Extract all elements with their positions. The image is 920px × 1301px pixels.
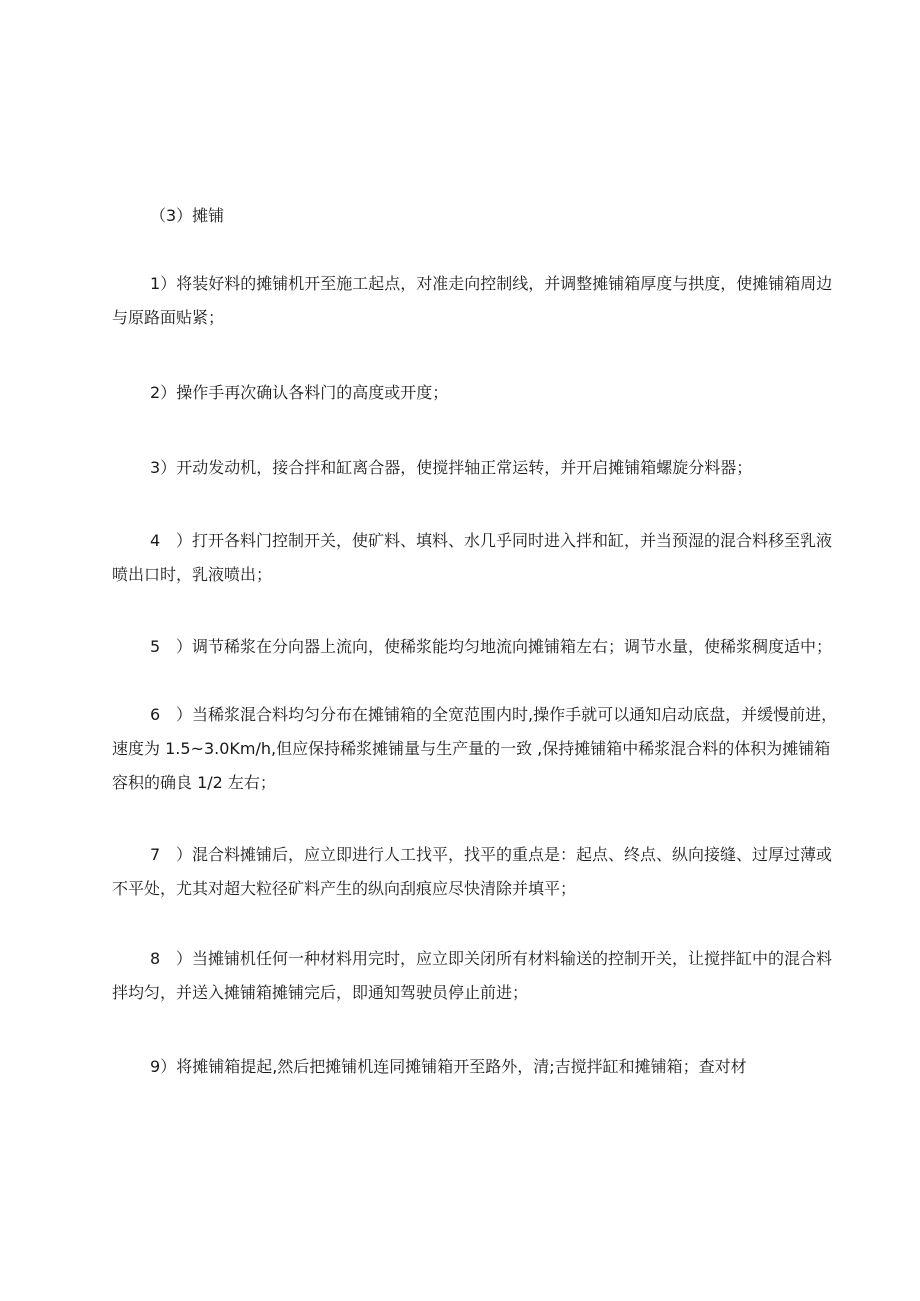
paragraph-line (112, 376, 832, 410)
step-number: 3 (150, 458, 161, 477)
paragraph-line (112, 838, 832, 872)
paragraph-line (112, 630, 832, 664)
line-text: ）操作手再次确认各料门的高度或开度； (160, 383, 449, 402)
step-5-paragraph (112, 630, 832, 664)
line-text: ）混合料摊铺后，应立即进行人工找平，找平的重点是：起点、终点、纵向接缝、过厚过薄或 (176, 845, 833, 864)
paragraph-line: 喷出口时，乳液喷出； (112, 565, 273, 584)
step-number: 8 (150, 949, 161, 968)
line-text: ）开动发动机，接合拌和缸离合器，使搅拌轴正常运转，并开启摊铺箱螺旋分料器； (160, 458, 753, 477)
step-number: 4 (150, 531, 161, 550)
paragraph-line (112, 451, 832, 485)
step-number: 1 (150, 274, 161, 293)
step-2-paragraph (112, 376, 832, 410)
paragraph-line (112, 524, 832, 558)
step-4-paragraph (112, 524, 832, 592)
step-number: 6 (150, 705, 161, 724)
step-number: 2 (150, 383, 161, 402)
line-text: ）打开各料门控制开关，使矿料、填料、水几乎同时进入拌和缸，并当预湿的混合料移至乳液 (176, 531, 833, 550)
paragraph-line (112, 267, 832, 301)
step-number: 5 (150, 637, 161, 656)
paragraph-line: 容积的确良 1/2 左右； (112, 773, 276, 792)
step-3-paragraph (112, 451, 832, 485)
paragraph-line (112, 1050, 832, 1084)
paragraph-line (112, 942, 832, 976)
step-7-paragraph (112, 838, 832, 906)
section-title: （3）摊铺 (150, 206, 225, 225)
step-number: 7 (150, 845, 161, 864)
paragraph-line: 拌均匀，并送入摊铺箱摊铺完后，即通知驾驶员停止前进； (112, 983, 529, 1002)
paragraph-line: 速度为 1.5~3.0Km/h,但应保持稀浆摊铺量与生产量的一致 ,保持摊铺箱中稀浆混合料的体积为摊铺箱 (112, 739, 831, 758)
step-1-paragraph (112, 267, 832, 335)
step-9-paragraph (112, 1050, 832, 1084)
line-text: ）将摊铺箱提起,然后把摊铺机连同摊铺箱开至路外，清;吉搅拌缸和摊铺箱；查对材 (160, 1057, 747, 1076)
paragraph-line: 不平处，尤其对超大粒径矿料产生的纵向刮痕应尽快清除并填平； (112, 879, 577, 898)
step-8-paragraph (112, 942, 832, 1010)
line-text: ）当摊铺机任何一种材料用完时，应立即关闭所有材料输送的控制开关，让搅拌缸中的混合料 (176, 949, 833, 968)
step-number: 9 (150, 1057, 161, 1076)
paragraph-line: 与原路面贴紧； (112, 308, 225, 327)
paragraph-line (112, 698, 838, 732)
line-text: ）当稀浆混合料均匀分布在摊铺箱的全宽范围内时,操作手就可以通知启动底盘，并缓慢前进， (176, 705, 838, 724)
line-text: ）调节稀浆在分向器上流向，使稀浆能均匀地流向摊铺箱左右；调节水量，使稀浆稠度适中； (176, 637, 833, 656)
step-6-paragraph (112, 698, 838, 800)
line-text: ）将装好料的摊铺机开至施工起点，对准走向控制线，并调整摊铺箱厚度与拱度，使摊铺箱周边 (160, 274, 833, 293)
